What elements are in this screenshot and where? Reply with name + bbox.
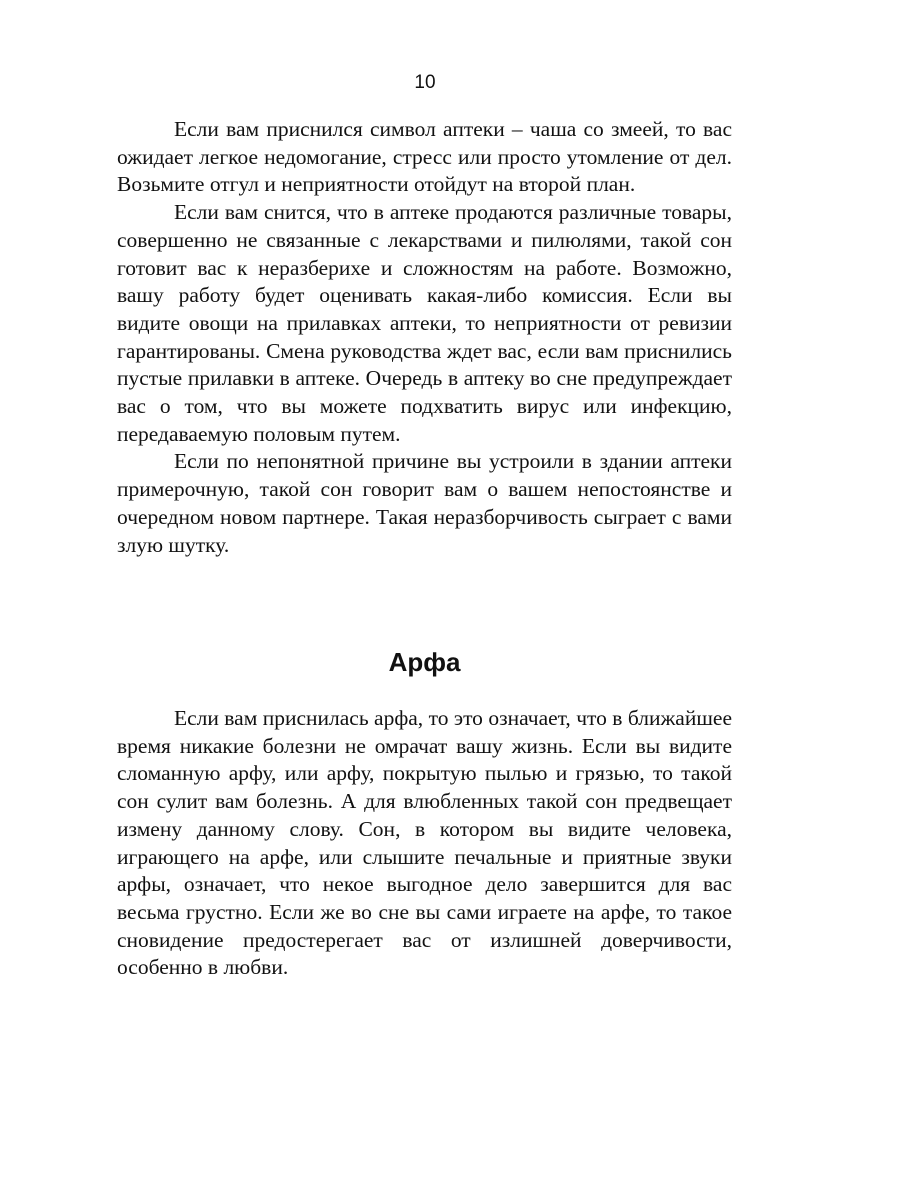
section-pharmacy [117,116,732,559]
paragraph: Если вам приснился символ аптеки – чаша со змеей, то вас ожидает легкое недомогание, стресс или просто утомление от дел. Возьмите отгул и неприятности отойдут на второй план. [117,117,732,197]
section-harp [117,705,732,982]
page-number: 10 [414,72,436,93]
paragraph: Если вам снится, что в аптеке продаются различные товары, совершенно не связанные с лекарствами и пилюлями, такой сон готовит вас к неразберихе и сложностям на работе. Возможно, вашу работу будет оценивать какая-либо комиссия. Если вы видите овощи на прилавках аптеки, то неприятности от ревизии гарантированы. Смена руководства ждет вас, если вам приснились пустые прилавки в аптеке. Очередь в аптеку во сне предупреждает вас о том, что вы можете подхватить вирус или инфекцию, передаваемую половым путем. [117,200,732,446]
paragraph: Если вам приснилась арфа, то это означает, что в ближайшее время никакие болезни не омрачат вашу жизнь. Если вы видите сломанную арфу, или арфу, покрытую пылью и грязью, то такой сон сулит вам болезнь. А для влюбленных такой сон предвещает измену данному слову. Сон, в котором вы видите человека, играющего на арфе, или слышите печальные и приятные звуки арфы, означает, что некое выгодное дело завершится для вас весьма грустно. Если же во сне вы сами играете на арфе, то такое сновидение предостерегает вас от излишней доверчивости, особенно в любви. [117,706,732,980]
paragraph: Если по непонятной причине вы устроили в здании аптеки примерочную, такой сон говорит вам о вашем непостоянстве и очередном новом партнере. Такая неразборчивость сыграет с вами злую шутку. [117,449,732,557]
section-heading: Арфа [388,647,461,677]
